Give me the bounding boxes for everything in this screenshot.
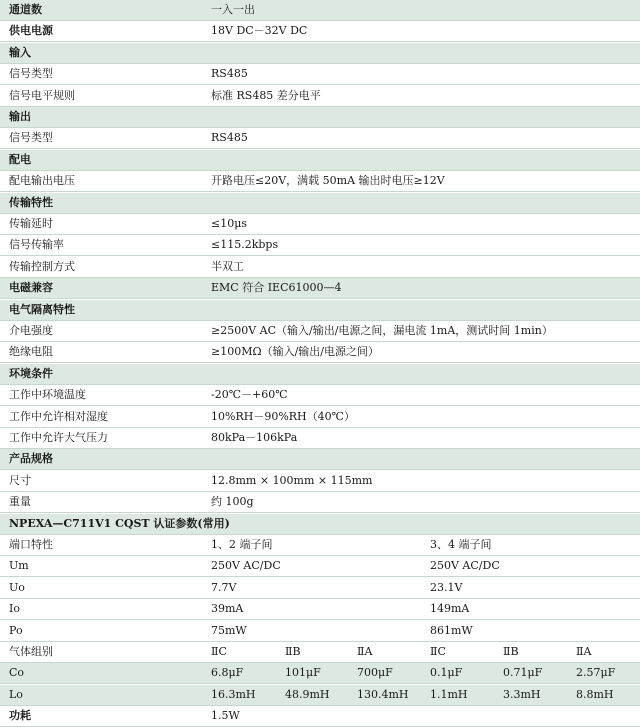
spec-row: [0, 64, 640, 85]
spec-row: [0, 428, 640, 449]
co-value: 6.8μF: [211, 666, 244, 679]
lo-value: 16.3mH: [211, 688, 256, 701]
lo-value: 48.9mH: [285, 688, 330, 701]
port-b: 3、4 端子间: [430, 538, 492, 551]
cqst-param-row: [0, 599, 640, 620]
co-label: Co: [9, 666, 25, 679]
spec-value: 10%RH－90%RH（40℃）: [211, 410, 355, 423]
co-value: 2.57μF: [576, 666, 616, 679]
co-value: 0.1μF: [430, 666, 463, 679]
section-heading: 通道数: [9, 3, 42, 16]
param-label: Po: [9, 624, 23, 637]
cqst-title-row: [0, 514, 640, 535]
spec-label: 工作中环境温度: [9, 388, 86, 401]
co-row: [0, 663, 640, 684]
spec-label: 工作中允许相对湿度: [9, 410, 108, 423]
cqst-port-row: [0, 535, 640, 556]
param-label: Uo: [9, 581, 25, 594]
section-heading: 产品规格: [9, 452, 53, 465]
spec-label: 介电强度: [9, 324, 53, 337]
spec-value: 12.8mm × 100mm × 115mm: [211, 474, 373, 487]
lo-value: 130.4mH: [357, 688, 409, 701]
gas-group: ⅡB: [503, 645, 519, 658]
spec-value: RS485: [211, 131, 248, 144]
spec-row: [0, 342, 640, 363]
power-row: [0, 706, 640, 727]
section-row: [0, 449, 640, 470]
spec-row: [0, 235, 640, 256]
section-heading: 环境条件: [9, 367, 53, 380]
spec-value: -20℃－+60℃: [211, 388, 288, 401]
section-row: [0, 278, 640, 299]
spec-value: ≥100MΩ（输入/输出/电源之间）: [211, 345, 380, 358]
spec-value: 开路电压≤20V，满载 50mA 输出时电压≥12V: [211, 174, 445, 187]
spec-value: EMC 符合 IEC61000—4: [211, 281, 342, 294]
param-value-b: 23.1V: [430, 581, 463, 594]
spec-label: 信号类型: [9, 67, 53, 80]
gas-group: ⅡA: [576, 645, 592, 658]
lo-label: Lo: [9, 688, 23, 701]
lo-row: [0, 685, 640, 706]
spec-value: 标准 RS485 差分电平: [211, 89, 321, 102]
lo-value: 8.8mH: [576, 688, 614, 701]
spec-row: [0, 86, 640, 107]
gas-group: ⅡB: [285, 645, 301, 658]
spec-row: [0, 171, 640, 192]
spec-row: [0, 128, 640, 149]
section-row: [0, 21, 640, 42]
section-heading: 电磁兼容: [9, 281, 53, 294]
param-value-b: 250V AC/DC: [430, 559, 500, 572]
lo-value: 3.3mH: [503, 688, 541, 701]
param-value-a: 39mA: [211, 602, 244, 615]
gas-group-row: [0, 642, 640, 663]
param-value-a: 75mW: [211, 624, 247, 637]
section-row: [0, 300, 640, 321]
spec-row: [0, 407, 640, 428]
co-value: 0.71μF: [503, 666, 543, 679]
cqst-title: NPEXA—C711V1 CQST 认证参数(常用): [9, 517, 230, 530]
lo-value: 1.1mH: [430, 688, 468, 701]
section-row: [0, 43, 640, 64]
spec-label: 绝缘电阻: [9, 345, 53, 358]
param-label: Um: [9, 559, 29, 572]
spec-value: ≤10μs: [211, 217, 248, 230]
spec-value: 一入一出: [211, 3, 255, 16]
gas-label: 气体组别: [9, 645, 53, 658]
section-heading: 供电电源: [9, 24, 53, 37]
spec-value: 约 100g: [211, 495, 254, 508]
section-row: [0, 150, 640, 171]
spec-row: [0, 492, 640, 513]
spec-row: [0, 471, 640, 492]
section-row: [0, 107, 640, 128]
spec-label: 传输控制方式: [9, 260, 75, 273]
spec-label: 信号传输率: [9, 238, 64, 251]
param-value-b: 149mA: [430, 602, 470, 615]
section-heading: 传输特性: [9, 196, 53, 209]
co-value: 101μF: [285, 666, 321, 679]
spec-label: 信号类型: [9, 131, 53, 144]
spec-row: [0, 257, 640, 278]
spec-label: 信号电平规则: [9, 89, 75, 102]
section-row: [0, 0, 640, 21]
param-value-b: 861mW: [430, 624, 473, 637]
gas-group: ⅡC: [430, 645, 446, 658]
param-label: Io: [9, 602, 20, 615]
spec-row: [0, 321, 640, 342]
spec-row: [0, 385, 640, 406]
spec-value: 18V DC－32V DC: [211, 24, 308, 37]
spec-value: RS485: [211, 67, 248, 80]
port-a: 1、2 端子间: [211, 538, 273, 551]
spec-row: [0, 214, 640, 235]
gas-group: ⅡA: [357, 645, 373, 658]
spec-label: 工作中允许大气压力: [9, 431, 108, 444]
cqst-param-row: [0, 578, 640, 599]
param-value-a: 7.7V: [211, 581, 237, 594]
section-row: [0, 364, 640, 385]
port-label: 端口特性: [9, 538, 53, 551]
section-heading: 电气隔离特性: [9, 303, 75, 316]
spec-label: 传输延时: [9, 217, 53, 230]
param-value-a: 250V AC/DC: [211, 559, 281, 572]
co-value: 700μF: [357, 666, 393, 679]
spec-label: 重量: [9, 495, 31, 508]
cqst-param-row: [0, 621, 640, 642]
power-label: 功耗: [9, 709, 31, 722]
spec-label: 配电输出电压: [9, 174, 75, 187]
spec-value: 80kPa－106kPa: [211, 431, 298, 444]
section-heading: 输出: [9, 110, 31, 123]
spec-label: 尺寸: [9, 474, 31, 487]
spec-value: ≥2500V AC（输入/输出/电源之间，漏电流 1mA，测试时间 1min）: [211, 324, 553, 337]
section-heading: 配电: [9, 153, 31, 166]
gas-group: ⅡC: [211, 645, 227, 658]
spec-value: 半双工: [211, 260, 244, 273]
power-value: 1.5W: [211, 709, 240, 722]
cqst-param-row: [0, 556, 640, 577]
section-row: [0, 193, 640, 214]
spec-value: ≤115.2kbps: [211, 238, 279, 251]
section-heading: 输入: [9, 46, 31, 59]
